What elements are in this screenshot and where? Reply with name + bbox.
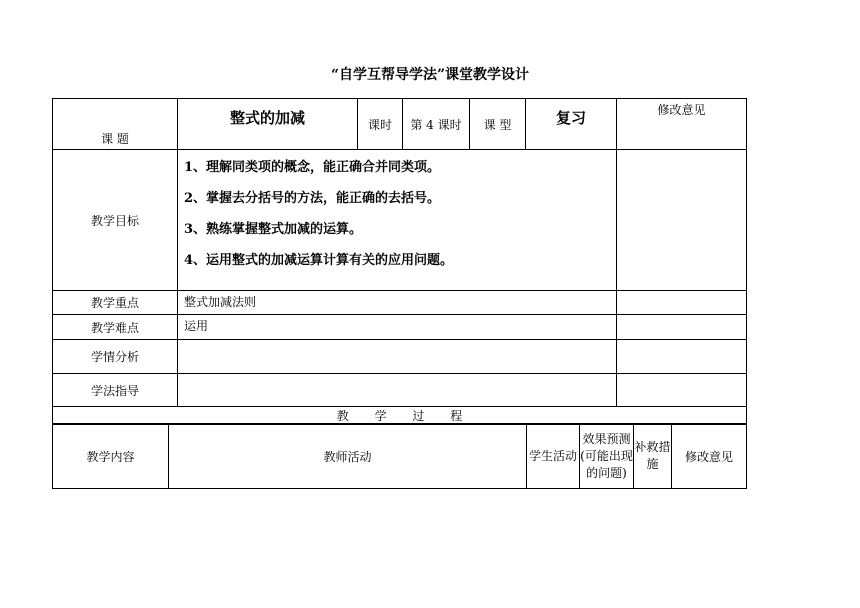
type-label: 课 型 (470, 99, 526, 150)
revision-cell (617, 340, 747, 374)
process-heading: 教 学 过 程 (53, 407, 747, 425)
topic-label: 课 题 (53, 99, 178, 150)
col-effect-prediction: 效果预测(可能出现的问题) (580, 424, 634, 489)
key-row (53, 291, 747, 315)
lesson-info-table (52, 98, 747, 425)
guidance-value (178, 374, 617, 407)
revision-cell (617, 291, 747, 315)
col-student-activity: 学生活动 (527, 424, 580, 489)
process-header-row (53, 424, 747, 489)
analysis-row (53, 340, 747, 374)
key-label: 教学重点 (53, 291, 178, 315)
objectives-row (53, 150, 747, 291)
process-heading-row (53, 407, 747, 425)
revision-cell (617, 150, 747, 291)
guidance-label: 学法指导 (53, 374, 178, 407)
header-row (53, 99, 747, 150)
topic-value: 整式的加减 (178, 99, 358, 150)
col-remedy: 补救措施 (634, 424, 672, 489)
col-revision: 修改意见 (672, 424, 747, 489)
period-label: 课时 (358, 99, 403, 150)
revision-cell (617, 315, 747, 340)
difficulty-value: 运用 (178, 315, 617, 340)
guidance-row (53, 374, 747, 407)
revision-label: 修改意见 (617, 99, 747, 150)
analysis-value (178, 340, 617, 374)
revision-cell (617, 374, 747, 407)
objective-item: 3、熟练掌握整式加减的运算。 (184, 222, 363, 237)
objective-item: 2、掌握去分括号的方法，能正确的去括号。 (184, 191, 441, 206)
col-teacher-activity: 教师活动 (169, 424, 527, 489)
objective-item: 4、运用整式的加减运算计算有关的应用问题。 (184, 253, 454, 268)
page-title: “自学互帮导学法”课堂教学设计 (330, 67, 530, 83)
col-content: 教学内容 (53, 424, 169, 489)
difficulty-row (53, 315, 747, 340)
objective-item: 1、理解同类项的概念，能正确合并同类项。 (184, 160, 441, 175)
process-table (52, 423, 747, 489)
key-value: 整式加减法则 (178, 291, 617, 315)
analysis-label: 学情分析 (53, 340, 178, 374)
difficulty-label: 教学难点 (53, 315, 178, 340)
objectives-label: 教学目标 (53, 150, 178, 291)
type-value: 复习 (526, 99, 617, 150)
period-value: 第 4 课时 (403, 99, 470, 150)
objectives-cell (178, 150, 617, 291)
